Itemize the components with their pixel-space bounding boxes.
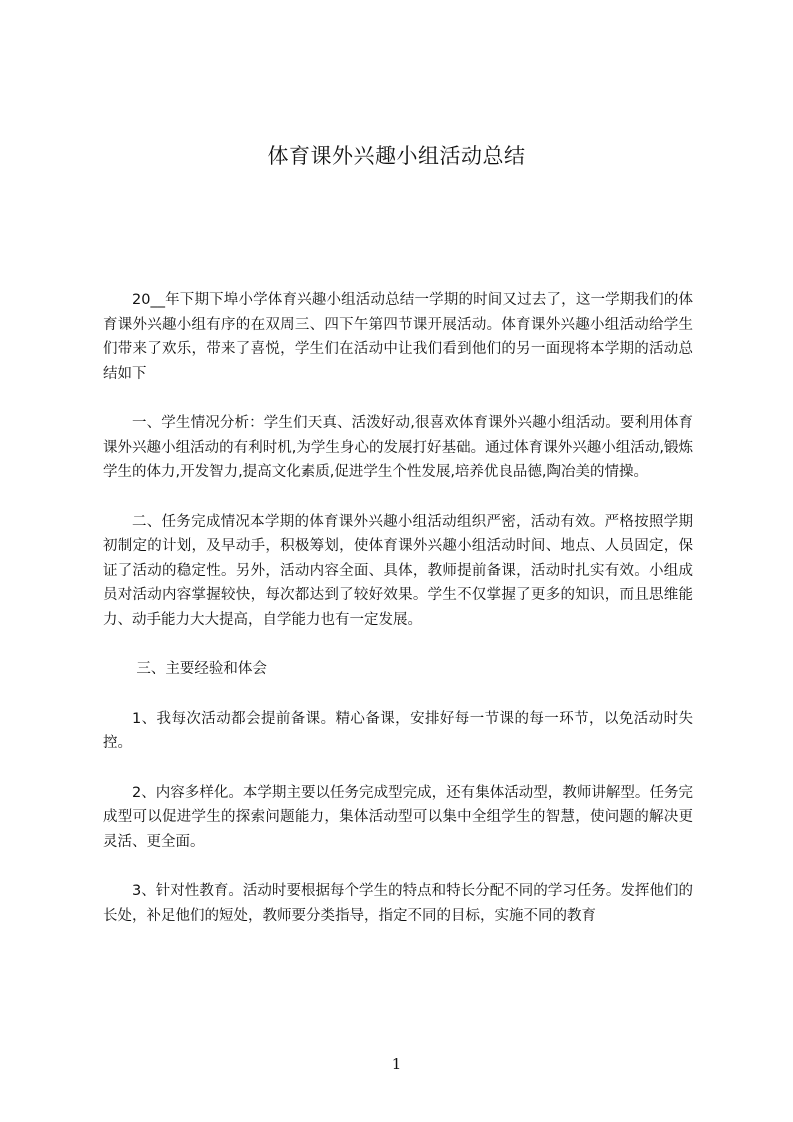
paragraph-intro: 20__年下期下埠小学体育兴趣小组活动总结一学期的时间又过去了，这一学期我们的体育课外兴趣小组有序的在双周三、四下午第四节课开展活动。体育课外兴趣小组活动给学生们带来了欢乐，带来了喜悦，学生们在活动中让我们看到他们的另一面现将本学期的活动总结如下 xyxy=(103,292,693,382)
page-number: 1 xyxy=(391,1055,402,1073)
paragraph-item-3: 3、针对性教育。活动时要根据每个学生的特点和特长分配不同的学习任务。发挥他们的长处，补足他们的短处，教师要分类指导，指定不同的目标，实施不同的教育 xyxy=(103,883,693,924)
paragraph-student-analysis: 一、学生情况分析：学生们天真、活泼好动,很喜欢体育课外兴趣小组活动。要利用体育课外兴趣小组活动的有利时机,为学生身心的发展打好基础。通过体育课外兴趣小组活动,锻炼学生的体力,开发智力,提高文化素质,促进学生个性发展,培养优良品德,陶冶美的情操。 xyxy=(103,415,693,480)
section-heading-experience: 三、主要经验和体会 xyxy=(136,661,267,677)
paragraph-item-1: 1、我每次活动都会提前备课。精心备课，安排好每一节课的每一环节，以免活动时失控。 xyxy=(103,710,693,751)
document-body xyxy=(103,288,693,953)
document-title: 体育课外兴趣小组活动总结 xyxy=(267,144,526,168)
paragraph-task-completion: 二、任务完成情况本学期的体育课外兴趣小组活动组织严密，活动有效。严格按照学期初制定的计划，及早动手，积极筹划，使体育课外兴趣小组活动时间、地点、人员固定，保证了活动的稳定性。另外，活动内容全面、具体，教师提前备课，活动时扎实有效。小组成员对活动内容掌握较快，每次都达到了较好效果。学生不仅掌握了更多的知识，而且思维能力、动手能力大大提高，自学能力也有一定发展。 xyxy=(103,513,693,628)
paragraph-item-2: 2、内容多样化。本学期主要以任务完成型完成，还有集体活动型，教师讲解型。任务完成型可以促进学生的探索问题能力，集体活动型可以集中全组学生的智慧，使问题的解决更灵活、更全面。 xyxy=(103,784,693,850)
